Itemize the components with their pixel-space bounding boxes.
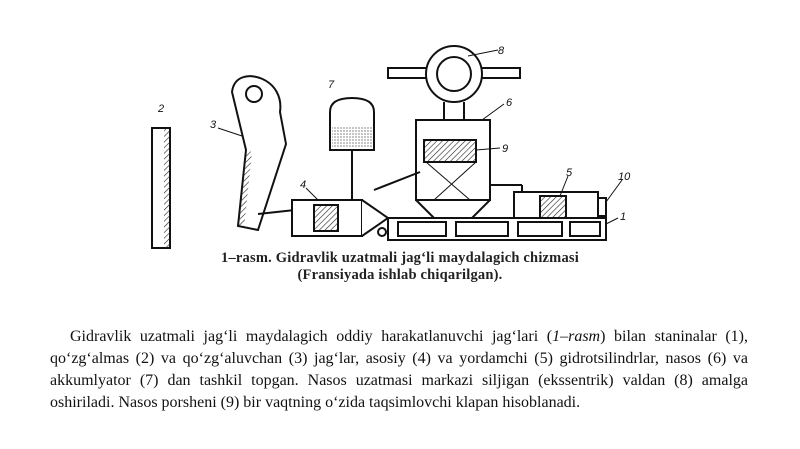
figure-caption-line2: (Fransiyada ishlab chiqarilgan).: [297, 267, 503, 283]
label-4: 4: [300, 179, 307, 191]
label-3: 3: [210, 119, 217, 131]
label-8: 8: [498, 45, 505, 57]
label-6: 6: [506, 97, 513, 109]
fixed-jaw: [152, 128, 170, 248]
main-hydrocylinder: [292, 200, 388, 236]
paragraph-text-2: ) bilan staninalar (1), qo‘zg‘almas (2) va qo‘zg‘aluvchan (3) jag‘lar, asosiy (4) va yordamchi (5) gidrotsilindrlar, nasos (6) va akkumlyator (7) dan tashkil topgan. Nasos uzatmasi markazi siljigan (ekssentrik) valdan (8) amalga oshiriladi. Nasos porsheni (9) bir vaqtning o‘zida taqsimlovchi klapan hisoblanadi.: [50, 328, 749, 411]
label-9: 9: [502, 143, 509, 155]
pump: [416, 120, 490, 218]
crusher-diagram: [130, 40, 650, 252]
accumulator: [330, 98, 374, 200]
body-paragraph: [50, 326, 748, 414]
frame: [388, 218, 606, 240]
label-1: 1: [620, 211, 627, 223]
figure-caption-line1: 1–rasm. Gidravlik uzatmali jag‘li maydalagich chizmasi: [221, 250, 579, 266]
paragraph-text-1: Gidravlik uzatmali jag‘li maydalagich oddiy harakatlanuvchi jag‘lari (: [70, 328, 553, 345]
figure-reference: 1–rasm: [552, 328, 601, 345]
label-7: 7: [328, 79, 335, 91]
label-2: 2: [158, 103, 165, 115]
label-5: 5: [566, 167, 573, 179]
label-10: 10: [618, 171, 631, 183]
movable-jaw: [232, 76, 286, 230]
